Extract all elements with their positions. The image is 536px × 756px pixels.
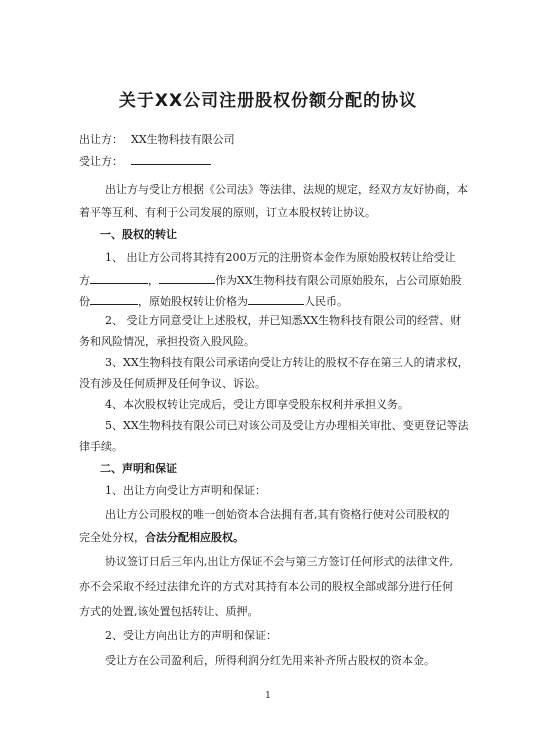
price-blank[interactable] (248, 293, 304, 305)
s1-p5-line-1: 5、XX生物科技有限公司已对该公司及受让方办理相关审批、变更登记等法 (105, 419, 469, 432)
s2-p2-line-2: 亦不会采取不经过法律允许的方式对其持有本公司的股权全部或部分进行任何 (79, 580, 453, 593)
s1-p2-line-1: 2、 受让方同意受让上述股权，并已知悉XX生物科技有限公司的经营、财 (105, 314, 462, 327)
transferee-name-blank[interactable] (90, 272, 148, 284)
s1-p5-line-2: 律手续。 (79, 440, 123, 453)
s1-p1-l2-b: ， (148, 274, 159, 287)
s2-p1-line-1: 出让方公司股权的唯一创始资本合法拥有者,其有资格行使对公司股权的 (105, 508, 450, 521)
s1-p1-l3-b: ，原始股权转让价格为 (138, 295, 248, 308)
s1-p1-line-1: 1、 出让方公司将其持有200万元的注册资本金作为原始股权转让给受让 (105, 251, 456, 264)
section-2-heading: 二、声明和保证 (100, 462, 177, 475)
page-number: 1 (265, 691, 271, 701)
transferee-blank[interactable] (131, 153, 211, 165)
s2-p3: 受让方在公司盈利后，所得利润分红先用来补齐所占股权的资本金。 (105, 654, 435, 667)
s2-p2-line-3: 方式的处置,该处置包括转让、质押。 (79, 605, 259, 618)
s1-p1-l3-a: 份 (79, 295, 90, 308)
s2-p1-l2-b: 合法分配相应股权。 (145, 531, 244, 544)
transferee-label: 受让方： (79, 155, 123, 168)
transferor-line (79, 133, 235, 147)
s1-p4: 4、本次股权转让完成后，受让方即享受股东权利并承担义务。 (105, 398, 409, 411)
intro-line-1: 出让方与受让方根据《公司法》等法律、法规的规定，经双方友好协商，本 (105, 183, 468, 196)
intro-line-2: 着平等互利、有利于公司发展的原则，订立本股权转让协议。 (79, 206, 376, 219)
s1-p1-l3-c: 人民币。 (304, 295, 348, 308)
s2-sub-1: 1、出让方向受让方声明和保证： (105, 484, 266, 497)
share-percent-blank[interactable] (90, 293, 138, 305)
s1-p1-line-3 (79, 293, 348, 309)
transferor-label: 出让方： (79, 133, 123, 146)
s1-p3-line-2: 没有涉及任何质押及任何争议、诉讼。 (79, 377, 266, 390)
s2-p1-line-2 (79, 531, 244, 545)
s1-p1-line-2 (79, 272, 462, 288)
s1-p2-line-2: 务和风险情况，承担投资入股风险。 (79, 335, 255, 348)
transferee-line (79, 153, 211, 169)
document-title: 关于XX公司注册股权份额分配的协议 (118, 91, 418, 111)
transferor-name: XX生物科技有限公司 (131, 133, 235, 146)
s1-p1-l2-c: 作为XX生物科技有限公司原始股东，占公司原始股 (215, 274, 462, 287)
s2-p2-line-1: 协议签订日后三年内,出让方保证不会与第三方签订任何形式的法律文件, (105, 555, 453, 568)
transferee-id-blank[interactable] (159, 272, 215, 284)
s1-p3-line-1: 3、XX生物科技有限公司承诺向受让方转让的股权不存在第三人的请求权， (105, 356, 469, 369)
s2-p1-l2-a: 完全处分权， (79, 531, 145, 544)
s2-sub-2: 2、受让方向出让方的声明和保证： (105, 629, 277, 642)
s1-p1-l2-a: 方 (79, 274, 90, 287)
section-1-heading: 一、股权的转让 (100, 228, 177, 241)
